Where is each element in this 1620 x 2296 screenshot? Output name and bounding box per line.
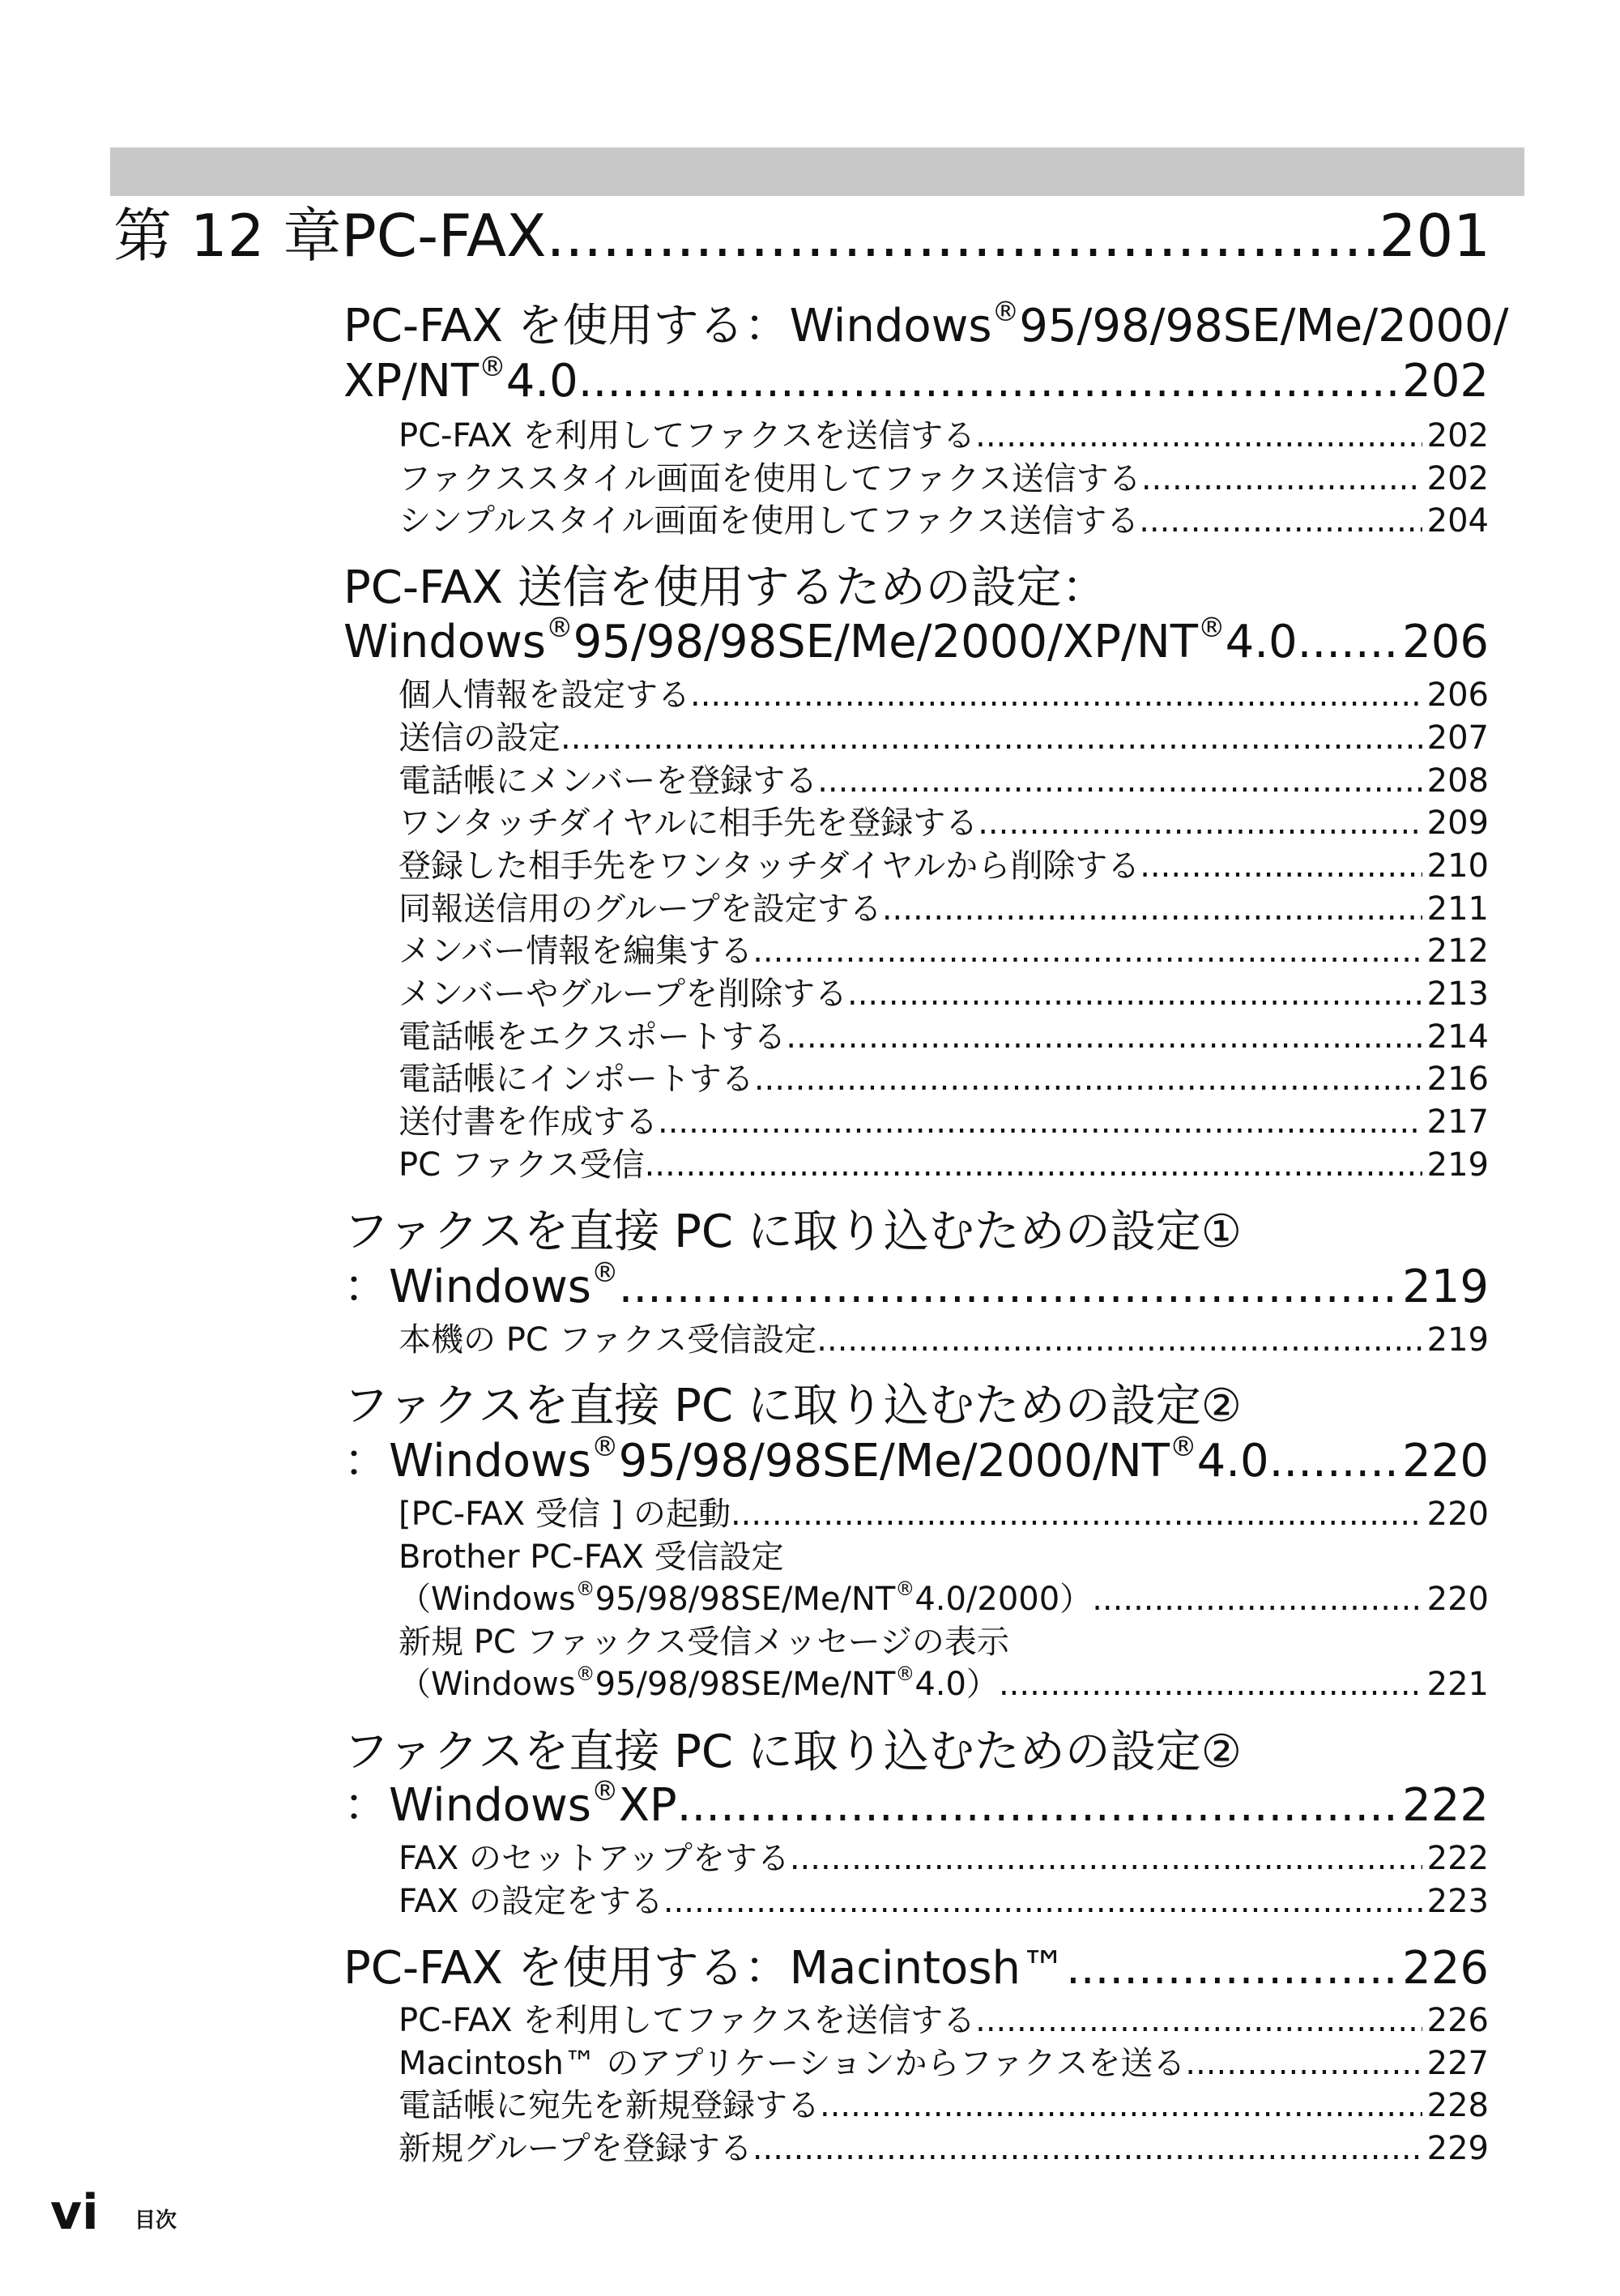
section-title[interactable]: PC-FAX を使用する：Windows®95/98/98SE/Me/2000/ (343, 295, 1509, 352)
section-heading[interactable]: PC-FAX を使用する：Macintosh™ ..... 226 (343, 1942, 1489, 1995)
registered-mark: ® (575, 1578, 595, 1600)
registered-mark: ® (895, 1663, 915, 1685)
chapter-page: 201 (1379, 202, 1490, 270)
toc-entry[interactable]: 電話帳にメンバーを登録する ..... 208 (399, 760, 1489, 802)
section-heading[interactable]: Windows®95/98/98SE/Me/2000/XP/NT®4.0 ..... 206 (343, 616, 1489, 669)
toc-entry[interactable]: Macintosh™ のアプリケーションからファクスを送る ..... 227 (399, 2042, 1489, 2085)
chapter-header-bar (110, 147, 1524, 196)
toc-entry[interactable]: FAX の設定をする ..... 223 (399, 1880, 1489, 1923)
toc-entry[interactable]: 新規グループを登録する ..... 229 (399, 2127, 1489, 2170)
toc-entry[interactable]: ワンタッチダイヤルに相手先を登録する ..... 209 (399, 802, 1489, 844)
section-heading[interactable]: ：Windows® ..... 219 (343, 1261, 1489, 1314)
toc-entry[interactable]: PC ファクス受信 ..... 219 (399, 1144, 1489, 1186)
toc-entry[interactable]: 送信の設定 ..... 207 (399, 717, 1489, 759)
registered-mark: ® (1169, 1435, 1197, 1462)
registered-mark: ® (895, 1578, 915, 1600)
toc-entry[interactable]: シンプルスタイル画面を使用してファクス送信する ..... 204 (399, 500, 1489, 542)
section-page: 206 (1402, 616, 1489, 668)
toc-entry[interactable]: （Windows®95/98/98SE/Me/NT®4.0） ..... 221 (399, 1663, 1489, 1705)
section-page: 219 (1402, 1261, 1489, 1313)
registered-mark: ® (590, 1779, 619, 1807)
leader-dots (1298, 616, 1397, 669)
toc-entry[interactable]: メンバーやグループを削除する ..... 213 (399, 973, 1489, 1015)
registered-mark: ® (479, 355, 506, 382)
registered-mark: ® (545, 616, 573, 643)
registered-mark: ® (590, 1261, 619, 1288)
toc-entry[interactable]: 送付書を作成する ..... 217 (399, 1101, 1489, 1143)
chapter-title: 第 12 章PC-FAX (113, 202, 547, 270)
section-heading[interactable]: ：Windows®XP ..... 222 (343, 1779, 1489, 1833)
toc-entry[interactable]: 登録した相手先をワンタッチダイヤルから削除する ..... 210 (399, 845, 1489, 887)
section-title[interactable]: ファクスを直接 PC に取り込むための設定① (343, 1206, 1242, 1258)
leader-dots (578, 355, 1397, 408)
section-page: 222 (1402, 1779, 1489, 1832)
section-page: 220 (1402, 1435, 1489, 1487)
toc-entry[interactable]: メンバー情報を編集する ..... 212 (399, 930, 1489, 972)
section-page: 202 (1402, 355, 1489, 408)
toc-entry-line: Brother PC-FAX 受信設定 (399, 1538, 784, 1576)
toc-entry[interactable]: ファクススタイル画面を使用してファクス送信する ..... 202 (399, 458, 1489, 500)
leader-dots (1066, 1942, 1397, 1995)
chapter-heading[interactable] (113, 198, 1490, 273)
page-number: vi (50, 2184, 99, 2241)
leader-dots (1269, 1435, 1397, 1488)
toc-entry[interactable]: 電話帳をエクスポートする ..... 214 (399, 1016, 1489, 1058)
toc-entry[interactable]: 個人情報を設定する ..... 206 (399, 674, 1489, 716)
toc-entry[interactable]: 同報送信用のグループを設定する ..... 211 (399, 888, 1489, 930)
section-page: 226 (1402, 1942, 1489, 1995)
toc-entry[interactable]: [PC-FAX 受信 ] の起動 ..... 220 (399, 1493, 1489, 1535)
section-heading[interactable]: XP/NT®4.0 ..... 202 (343, 355, 1489, 408)
toc-entry[interactable]: PC-FAX を利用してファクスを送信する ..... 202 (399, 415, 1489, 457)
toc-entry[interactable]: （Windows®95/98/98SE/Me/NT®4.0/2000） ..... 220 (399, 1578, 1489, 1620)
toc-entry[interactable]: 電話帳に宛先を新規登録する ..... 228 (399, 2085, 1489, 2127)
registered-mark: ® (991, 295, 1020, 327)
section-heading[interactable]: ：Windows®95/98/98SE/Me/2000/NT®4.0 ..... 220 (343, 1435, 1489, 1488)
leader-dots (546, 198, 1374, 273)
toc-entry-line: 新規 PC ファックス受信メッセージの表示 (399, 1624, 1009, 1661)
footer-label: 目次 (134, 2209, 177, 2233)
leader-dots (677, 1779, 1397, 1833)
toc-entry[interactable]: 本機の PC ファクス受信設定 ..... 219 (399, 1319, 1489, 1361)
section-title[interactable]: PC-FAX 送信を使用するための設定： (343, 561, 1107, 614)
registered-mark: ® (590, 1435, 619, 1462)
registered-mark: ® (575, 1663, 595, 1685)
toc-entry[interactable]: FAX のセットアップをする ..... 222 (399, 1837, 1489, 1880)
section-title[interactable]: ファクスを直接 PC に取り込むための設定② (343, 1726, 1242, 1778)
registered-mark: ® (1197, 616, 1226, 643)
leader-dots (619, 1261, 1398, 1314)
toc-entry[interactable]: 電話帳にインポートする ..... 216 (399, 1058, 1489, 1100)
section-title[interactable]: ファクスを直接 PC に取り込むための設定② (343, 1380, 1242, 1432)
toc-entry[interactable]: PC-FAX を利用してファクスを送信する ..... 226 (399, 1999, 1489, 2042)
